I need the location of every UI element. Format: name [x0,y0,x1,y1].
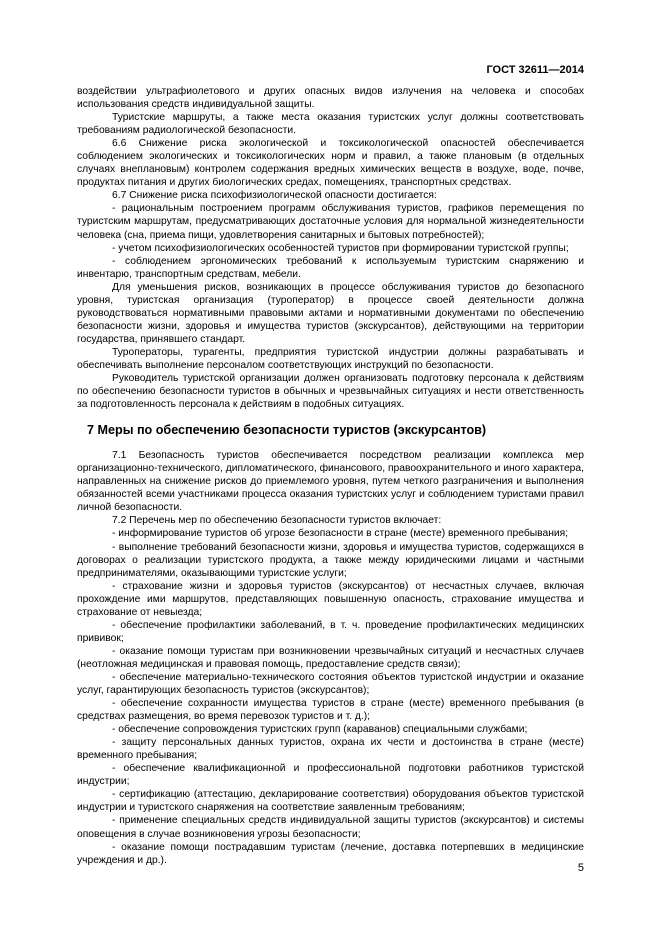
paragraph: Туроператоры, турагенты, предприятия туристской индустрии должны разрабатывать и обеспечивать выполнение персоналом соответствующих инструкций по безопасности. [77,346,584,371]
list-item: - обеспечение профилактики заболеваний, в т. ч. проведение профилактических медицинских прививок; [77,619,584,644]
paragraph: 6.7 Снижение риска психофизиологической опасности достигается: [112,190,437,202]
list-item: - учетом психофизиологических особенностей туристов при формировании туристской группы; [112,242,569,254]
paragraph: Для уменьшения рисков, возникающих в процессе обслуживания туристов до безопасного уровня, туристская организация (туроператор) в процессе своей деятельности должна руководствоваться нормативными правовыми актами и нормативными документами по обеспечению безопасности жизни, здоровья и имущества туристов (экскурсантов), действующими на территории государства, принявшего стандарт. [77,281,584,345]
list-item: - сертификацию (аттестацию, декларирование соответствия) оборудования объектов туристской индустрии и туристского снаряжения на соответствие заявленным требованиям; [77,789,584,814]
list-item: - соблюдением эргономических требований к используемым туристским снаряжению и инвентарю, транспортным средствам, мебели. [77,255,584,280]
page-body [77,85,584,867]
list-item: - оказание помощи пострадавшим туристам (лечение, доставка потерпевших в медицинские учреждения и др.). [77,841,584,866]
list-item: - оказание помощи туристам при возникновении чрезвычайных ситуаций и несчастных случаев (неотложная медицинская и правовая помощь, предоставление средств связи); [77,645,584,670]
paragraph: 7.1 Безопасность туристов обеспечивается посредством реализации комплекса мер организационно-технического, дипломатического, финансового, правоохранительного и иного характера, направленных на снижение рисков до приемлемого уровня, путем четкого разграничения и выполнения обязанностей всеми участниками процесса оказания туристских услуг и соблюдением туристами правил личной безопасности. [77,450,584,514]
section-heading: 7 Меры по обеспечению безопасности туристов (экскурсантов) [87,423,487,438]
list-item: - обеспечение материально-технического состояния объектов туристской индустрии и оказание услуг, гарантирующих безопасность туристов (экскурсантов); [77,671,584,697]
list-item: - рациональным построением программ обслуживания туристов, графиков перемещения по туристским маршрутам, предусматривающих достаточные условия для нормальной жизнедеятельности человека (сна, приема пищи, удовлетворения санитарных и бытовых потребностей); [77,203,584,241]
list-item: - выполнение требований безопасности жизни, здоровья и имущества туристов, содержащихся в договорах о реализации туристского продукта, а также между юридическими лицами и частными предпринимателями, оказывающими туристские услуги; [77,541,584,579]
list-item: - обеспечение сохранности имущества туристов в стране (месте) временного пребывания (в средствах размещения, во время перевозок туристов и т. д.); [77,698,584,723]
document-code: ГОСТ 32611—2014 [486,64,584,76]
paragraph: Руководитель туристской организации должен организовать подготовку персонала к действиям по обеспечению безопасности туристов в обычных и чрезвычайных ситуациях и нести ответственность за подготовленность персонала к действиям в подобных ситуациях. [77,373,584,411]
paragraph: 6.6 Снижение риска экологической и токсикологической опасностей обеспечивается соблюдением экологических и токсикологических норм и правил, а также плановым (в отдельных случаях внеплановым) контролем содержания вредных химических веществ в воздухе, воде, почве, продуктах питания и других биологических средах, помещениях, транспортных средствах. [77,138,584,189]
list-item: - обеспечение сопровождения туристских групп (караванов) специальными службами; [112,724,528,736]
list-item: - защиту персональных данных туристов, охрана их чести и достоинства в стране (месте) временного пребывания; [77,737,584,762]
paragraph: 7.2 Перечень мер по обеспечению безопасности туристов включает: [112,515,442,527]
list-item: - информирование туристов об угрозе безопасности в стране (месте) временного пребывания; [112,528,569,540]
paragraph: воздействии ультрафиолетового и других опасных видов излучения на человека и способах использования средств индивидуальной защиты. [77,86,584,111]
list-item: - применение специальных средств индивидуальной защиты туристов (экскурсантов) и системы оповещения в случае возникновения угрозы безопасности; [77,815,584,840]
paragraph: Туристские маршруты, а также места оказания туристских услуг должны соответствовать требованиям радиологической безопасности. [77,112,584,137]
page-number: 5 [577,862,584,874]
list-item: - страхование жизни и здоровья туристов (экскурсантов) от несчастных случаев, включая прохождение ими маршрутов, представляющих повышенную опасность, страхование имущества и страхование от невыезда; [77,580,584,618]
list-item: - обеспечение квалификационной и профессиональной подготовки работников туристской индустрии; [77,763,584,788]
